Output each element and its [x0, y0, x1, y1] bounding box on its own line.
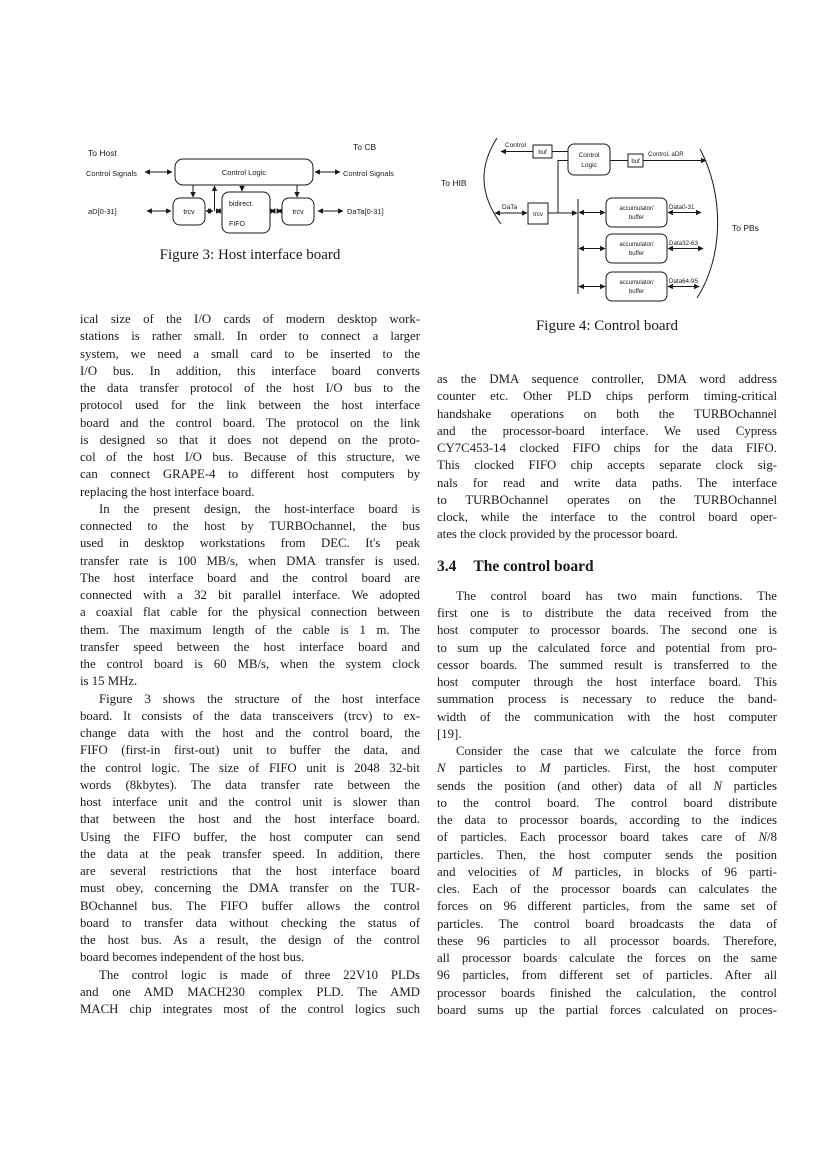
figure3-host-interface-board-diagram: [72, 140, 417, 248]
text-line: Using the FIFO buffer, the host computer can send: [80, 829, 420, 844]
text-line: board becomes independent of the host bus.: [80, 950, 305, 965]
text-line: change data with the host and the control board, the: [80, 726, 420, 740]
section-heading: [437, 558, 777, 575]
text-line: board. It consists of the data transceivers (trcv) to ex-: [80, 708, 420, 723]
accumulator1-label-line2: buffer: [628, 215, 645, 221]
text-line: a coaxial flat cable for the physical connection between: [80, 605, 420, 620]
data-bus-label: DaTa[0-31]: [347, 207, 384, 216]
text-line: connected with a 32 bit parallel interface. We adopted: [80, 588, 420, 602]
text-line: transfer rate is 100 MB/s, when DMA transfer is used.: [80, 553, 420, 568]
text-line: all processor boards calculate the forces on the same: [437, 951, 777, 965]
text-line: CY7C453-14 clocked FIFO chips for the data FIFO.: [437, 441, 777, 455]
text-line: must obey, concerning the DMA transfer on the TUR-: [80, 881, 420, 896]
accumulator-buffer-box-1: [606, 198, 667, 227]
text-line: first one is to distribute the data received from the: [437, 606, 777, 620]
text-line: is 15 MHz.: [80, 674, 138, 689]
text-line: the data to processor boards, according to the indices: [437, 813, 777, 827]
fifo-label-line2: FIFO: [229, 221, 245, 228]
to-pbs-label: To PBs: [732, 223, 759, 233]
right-column: [437, 371, 777, 1019]
text-line: board to transfer data without checking the status of: [80, 915, 420, 930]
right-column-top-text: [437, 371, 777, 544]
control-signals-left-label: Control Signals: [86, 169, 137, 178]
left-column-text: [80, 311, 420, 1018]
text-line: clock, while the interface to the control board oper-: [437, 510, 777, 524]
connector: [558, 161, 568, 214]
paragraph: [80, 311, 420, 501]
control-adr-label: Control, aDR: [648, 151, 684, 158]
text-line: cles. Each of the processor boards can calculates the: [437, 882, 777, 896]
text-line: the control logic. The size of FIFO unit is 2048 32-bit: [80, 760, 420, 775]
text-line: N particles to M particles. First, the host computer: [437, 761, 777, 776]
to-cb-label: To CB: [353, 142, 377, 152]
section-number: 3.4: [437, 557, 457, 575]
text-line: them. The maximum length of the cable is 1 m. The: [80, 622, 420, 637]
text-line: used in desktop workstations from DEC. It's peak: [80, 536, 420, 551]
accumulator2-label-line2: buffer: [628, 251, 645, 257]
data32-63-label: Data32-63: [669, 240, 698, 247]
text-line: In the present design, the host-interface board is: [99, 501, 420, 516]
to-host-label: To Host: [88, 148, 117, 158]
text-line: host computer through the host interface board. This: [437, 675, 777, 689]
text-line: these 96 particles to all processor boards. Therefore,: [437, 933, 777, 948]
right-column-bottom-text: [437, 588, 777, 1019]
text-line: host interface unit and the control unit is slower than: [80, 795, 420, 809]
text-line: The host interface board and the control board are: [80, 570, 420, 585]
control-logic-label-line1: Control: [578, 152, 600, 159]
text-line: This clocked FIFO chip accepts separate clock sig-: [437, 458, 777, 473]
text-line: the data at the peak transfer speed. In addition, there: [80, 846, 420, 861]
accumulator-buffer-box-2: [606, 234, 667, 263]
text-line: is designed so that it does not depend on the proto-: [80, 432, 420, 447]
text-line: system, we need a small card to be inserted to the: [80, 346, 420, 361]
data-label: DaTa: [502, 204, 518, 211]
text-line: are several restrictions that the host interface board: [80, 864, 420, 878]
figure3-caption: Figure 3: Host interface board: [159, 247, 341, 263]
accumulator3-label-line2: buffer: [628, 289, 645, 295]
text-line: board and the control board. The protocol on the link: [80, 415, 420, 430]
text-line: host computer to processor boards. The second one is: [437, 623, 777, 638]
paragraph: [437, 588, 777, 743]
text-line: to TURBOchannel operates on the TURBOchannel: [437, 492, 777, 507]
data0-31-label: Data0-31: [669, 204, 695, 211]
data64-95-label: Data64-95: [669, 278, 698, 285]
text-line: counter etc. Other PLD chips perform timing-critical: [437, 389, 777, 404]
fifo-label-line1: bidirect.: [229, 201, 254, 208]
text-line: the data transfer protocol of the host I/O bus to the: [80, 381, 420, 395]
figure4-control-board-diagram: [435, 132, 780, 312]
buf1-label: buf: [538, 150, 547, 156]
paragraph: [80, 691, 420, 967]
text-line: board sums up the partial forces calculated on proces-: [437, 1002, 777, 1017]
text-line: particles. Then, the host computer sends the position: [437, 847, 777, 862]
control-logic-box: [568, 144, 610, 175]
ad-bus-label: aD[0-31]: [88, 207, 117, 216]
trcv-left-label: trcv: [183, 209, 195, 216]
text-line: handshake operations on both the TURBOchannel: [437, 406, 777, 421]
text-line: width of the communication with the host computer: [437, 709, 777, 724]
text-line: the host bus. As a result, the design of the control: [80, 933, 420, 947]
text-line: summation process is necessary to reduce the band-: [437, 692, 777, 707]
text-line: The control logic is made of three 22V10 PLDs: [99, 967, 420, 982]
text-line: cessor boards. The summed result is transferred to the: [437, 657, 777, 672]
text-line: and velocities of M particles, in blocks of 96 parti-: [437, 864, 777, 879]
text-line: to the control board. The control board distribute: [437, 795, 777, 810]
control-logic-label-line2: Logic: [581, 162, 597, 169]
right-brace-arc: [697, 149, 718, 298]
paragraph: [437, 743, 777, 1019]
figure4-caption: Figure 4: Control board: [535, 318, 679, 334]
text-line: col of the host I/O bus. Because of this structure, we: [80, 450, 420, 464]
control-label: Control: [505, 142, 526, 149]
text-line: words (8kbytes). The data transfer rate between the: [80, 777, 420, 792]
text-line: forces on 96 different particles, from the same set of: [437, 899, 777, 914]
text-line: as the DMA sequence controller, DMA word address: [437, 372, 777, 386]
trcv-label: trcv: [533, 212, 543, 218]
text-line: and one AMD MACH230 complex PLD. The AMD: [80, 984, 420, 999]
buf2-label: buf: [631, 159, 640, 165]
text-line: processor boards finished the calculation, the control: [437, 985, 777, 1000]
section-title: The control board: [473, 557, 594, 575]
text-line: The control board has two main functions. The: [456, 588, 777, 603]
text-line: transfer speed between the host interface board and: [80, 639, 420, 654]
text-line: sends the position (and other) data of all N particles: [437, 778, 777, 793]
text-line: Figure 3 shows the structure of the host interface: [99, 691, 420, 706]
text-line: [19].: [437, 726, 462, 741]
text-line: ical size of the I/O cards of modern desktop work-: [80, 312, 420, 326]
accumulator-buffer-box-3: [606, 272, 667, 301]
control-logic-label: Control Logic: [221, 168, 267, 177]
accumulator3-label-line1: accumulator/: [619, 280, 654, 286]
accumulator2-label-line1: accumulator/: [619, 242, 654, 248]
text-line: can connect GRAPE-4 to different host computers by: [80, 467, 420, 482]
text-line: BOchannel bus. The FIFO buffer allows the control: [80, 898, 420, 913]
paragraph: [437, 371, 777, 544]
text-line: 96 particles, from different set of particles. After all: [437, 968, 777, 983]
text-line: protocol used for the link between the host interface: [80, 398, 420, 413]
text-line: connected to the host by TURBOchannel, the bus: [80, 519, 420, 533]
text-line: Consider the case that we calculate the force from: [456, 744, 777, 758]
text-line: nals for read and write data paths. The interface: [437, 475, 777, 490]
left-brace-arc: [484, 138, 501, 224]
to-hib-label: To HIB: [441, 178, 467, 188]
paragraph: [80, 501, 420, 691]
text-line: and the processor-board interface. We used Cypress: [437, 423, 777, 438]
text-line: MACH chip integrates most of the control logics such: [80, 1002, 420, 1016]
text-line: particles. The control board broadcasts the data of: [437, 916, 777, 931]
text-line: I/O bus. In addition, this interface board converts: [80, 363, 420, 378]
text-line: replacing the host interface board.: [80, 484, 255, 499]
text-line: stations is rather small. In order to connect a larger: [80, 329, 420, 344]
accumulator1-label-line1: accumulator/: [619, 206, 654, 212]
text-line: that between the host and the host interface board.: [80, 812, 420, 827]
text-line: of particles. Each processor board takes care of N/8: [437, 830, 777, 845]
text-line: to sum up the calculated force and potential from pro-: [437, 640, 777, 655]
control-signals-right-label: Control Signals: [343, 169, 394, 178]
text-line: FIFO (first-in first-out) unit to buffer the data, and: [80, 743, 420, 758]
trcv-right-label: trcv: [292, 209, 304, 216]
text-line: ates the clock provided by the processor board.: [437, 527, 678, 542]
text-line: the control board is 60 MB/s, when the system clock: [80, 657, 420, 671]
paragraph: [80, 967, 420, 1019]
